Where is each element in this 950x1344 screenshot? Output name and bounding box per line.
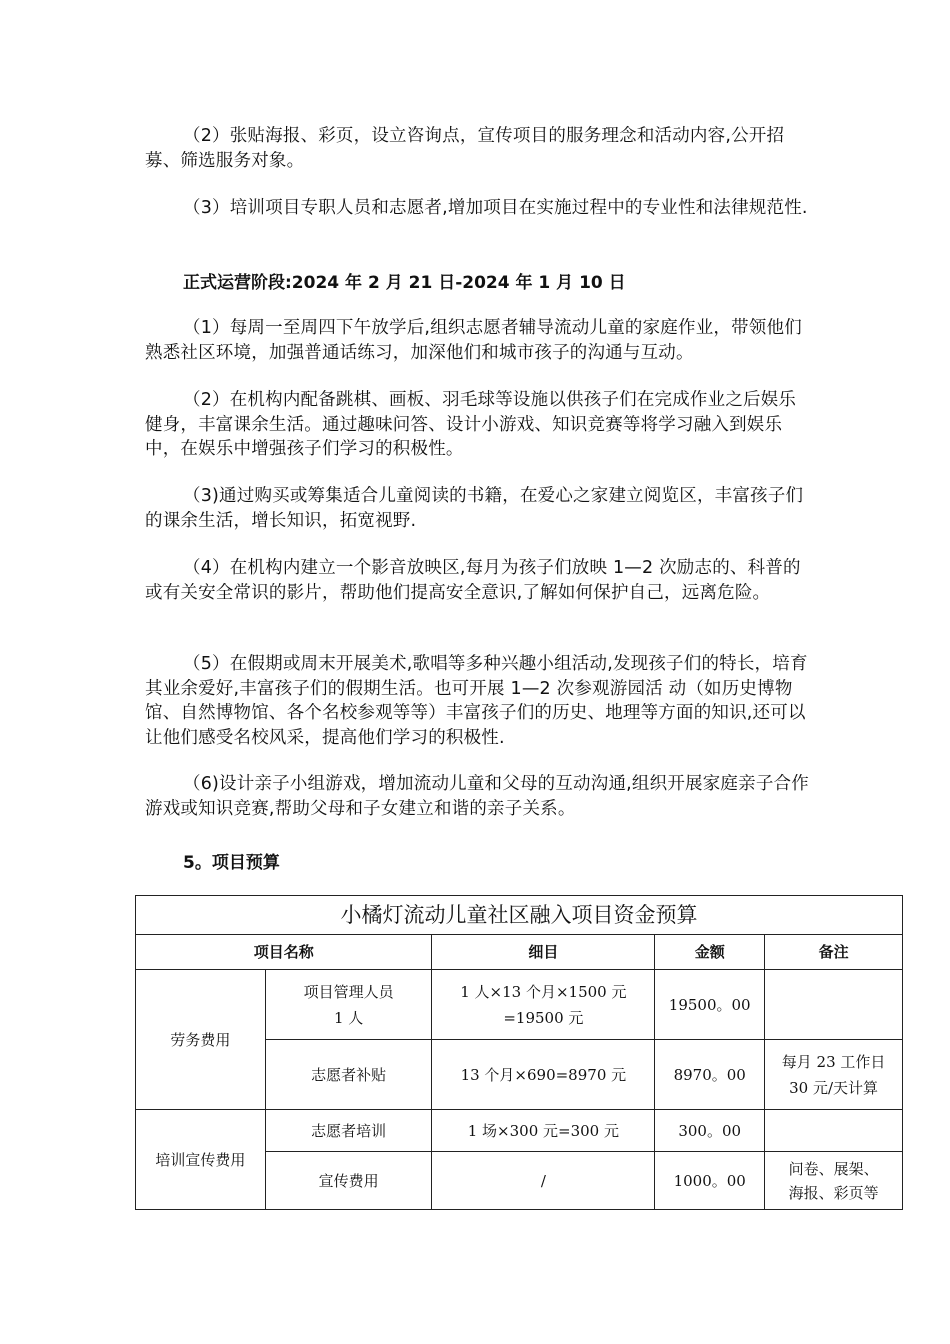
item-cell: 志愿者培训 xyxy=(265,1110,432,1152)
detail-cell: 13 个月×690=8970 元 xyxy=(432,1040,655,1110)
amount-cell: 300。00 xyxy=(655,1110,765,1152)
budget-heading: 5。项目预算 xyxy=(183,853,280,873)
paragraph-op-5: （5）在假期或周末开展美术,歌唱等多种兴趣小组活动,发现孩子们的特长，培育其业余爱好,丰富孩子们的假期生活。也可开展 1—2 次参观游园活 动（如历史博物馆、自然博物馆、各个名校参观等等）丰富孩子们的历史、地理等方面的知识,还可以让他们感受名校风采，提高他们学习的积极性. xyxy=(145,654,808,748)
group-training: 培训宣传费用 xyxy=(136,1110,266,1210)
item-cell: 志愿者补贴 xyxy=(265,1040,432,1110)
header-item-name: 项目名称 xyxy=(136,935,432,970)
note-cell: 问卷、展架、 海报、彩页等 xyxy=(765,1152,903,1210)
group-labor: 劳务费用 xyxy=(136,970,266,1110)
paragraph-op-1: （1）每周一至周四下午放学后,组织志愿者辅导流动儿童的家庭作业，带领他们熟悉社区环境，加强普通话练习，加深他们和城市孩子的沟通与互动。 xyxy=(145,318,802,363)
item-cell: 项目管理人员 1 人 xyxy=(265,970,432,1040)
header-detail: 细目 xyxy=(432,935,655,970)
note-cell xyxy=(765,1110,903,1152)
table-row xyxy=(136,1110,903,1152)
paragraph-op-2: （2）在机构内配备跳棋、画板、羽毛球等设施以供孩子们在完成作业之后娱乐健身，丰富课余生活。通过趣味问答、设计小游戏、知识竞赛等将学习融入到娱乐中，在娱乐中增强孩子们学习的积极性。 xyxy=(145,390,797,459)
paragraph-prep-2: （2）张贴海报、彩页，设立咨询点，宣传项目的服务理念和活动内容,公开招募、筛选服务对象。 xyxy=(145,126,785,171)
note-cell xyxy=(765,970,903,1040)
item-cell: 宣传费用 xyxy=(265,1152,432,1210)
amount-cell: 19500。00 xyxy=(655,970,765,1040)
paragraph-op-6: （6)设计亲子小组游戏，增加流动儿童和父母的互动沟通,组织开展家庭亲子合作游戏或知识竞赛,帮助父母和子女建立和谐的亲子关系。 xyxy=(145,774,809,819)
budget-table xyxy=(135,895,903,1210)
amount-cell: 8970。00 xyxy=(655,1040,765,1110)
detail-cell: 1 场×300 元=300 元 xyxy=(432,1110,655,1152)
table-row xyxy=(136,970,903,1040)
header-note: 备注 xyxy=(765,935,903,970)
paragraph-prep-3: （3）培训项目专职人员和志愿者,增加项目在实施过程中的专业性和法律规范性. xyxy=(183,198,808,218)
paragraph-op-4: （4）在机构内建立一个影音放映区,每月为孩子们放映 1—2 次励志的、科普的或有关安全常识的影片，帮助他们提高安全意识,了解如何保护自己，远离危险。 xyxy=(145,558,801,603)
detail-cell: 1 人×13 个月×1500 元 =19500 元 xyxy=(432,970,655,1040)
paragraph-op-3: （3)通过购买或筹集适合儿童阅读的书籍，在爱心之家建立阅览区，丰富孩子们的课余生活，增长知识，拓宽视野. xyxy=(145,486,804,531)
detail-cell: / xyxy=(432,1152,655,1210)
amount-cell: 1000。00 xyxy=(655,1152,765,1210)
header-amount: 金额 xyxy=(655,935,765,970)
note-cell: 每月 23 工作日 30 元/天计算 xyxy=(765,1040,903,1110)
table-title: 小橘灯流动儿童社区融入项目资金预算 xyxy=(136,896,903,935)
phase-heading: 正式运营阶段:2024 年 2 月 21 日-2024 年 1 月 10 日 xyxy=(183,273,626,293)
